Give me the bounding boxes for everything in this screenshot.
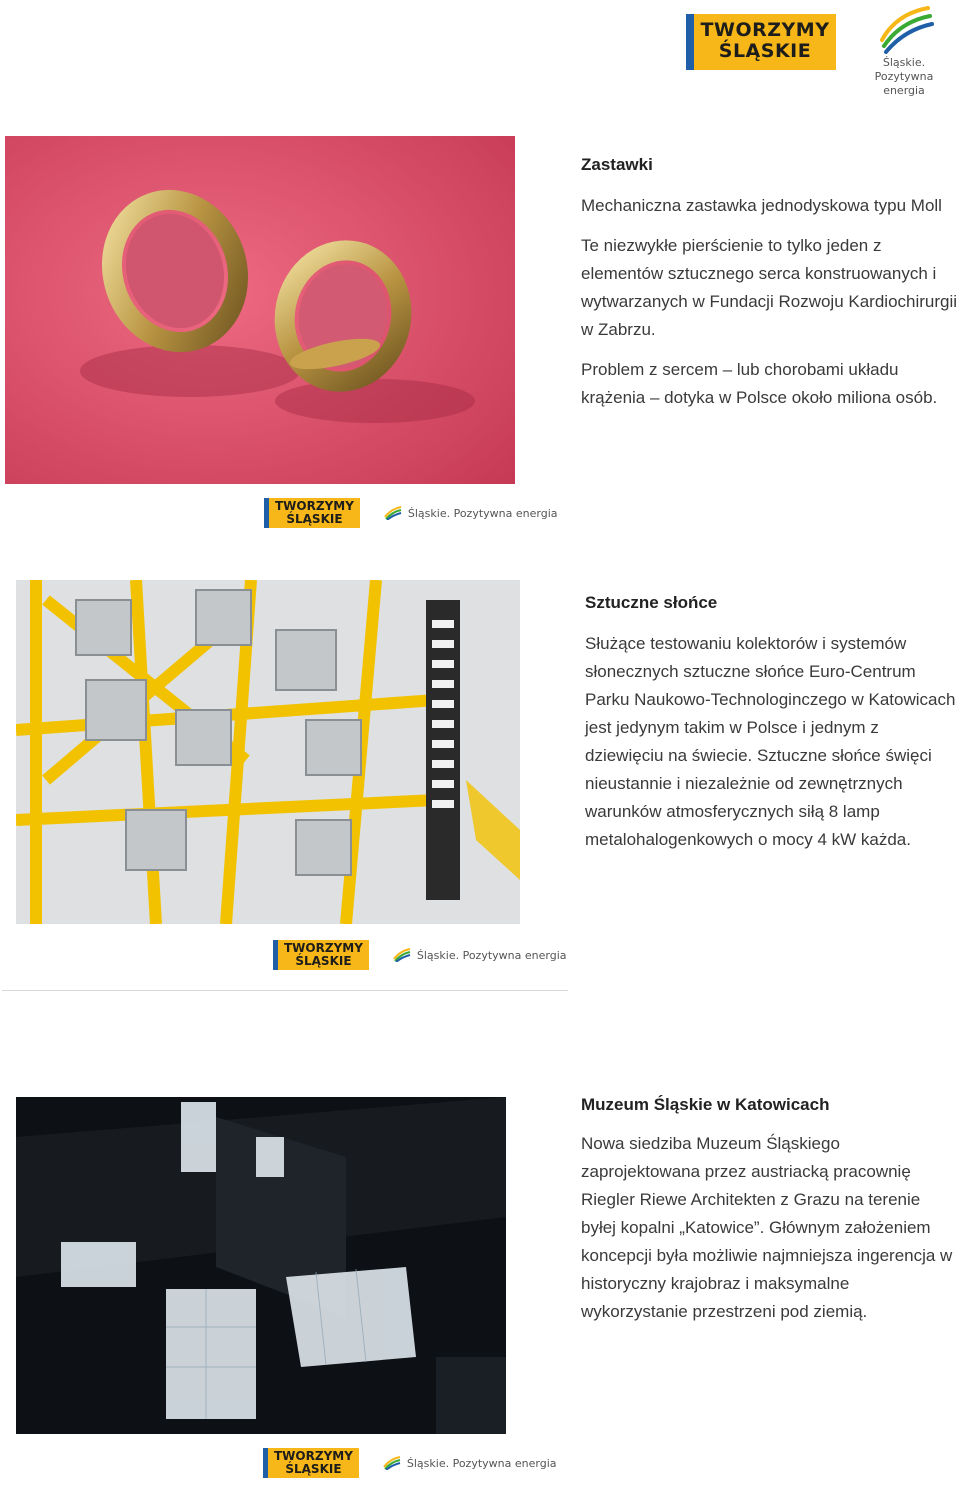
section-divider (2, 990, 568, 991)
footer-logos (263, 1448, 557, 1478)
logo-line-2: ŚLĄSKIE (718, 40, 812, 62)
article-title: Sztuczne słońce (585, 593, 718, 612)
slaskie-pozytywna-energia-logo (848, 4, 953, 97)
slaskie-swoosh-icon (383, 1456, 401, 1470)
footer-logos (264, 498, 558, 528)
silesian-museum-photo (16, 1097, 506, 1434)
logo-line-1: TWORZYMY (700, 19, 830, 41)
tworzymy-slaskie-logo-small: TWORZYMY ŚLĄSKIE (273, 940, 369, 970)
article-paragraph: Nowa siedziba Muzeum Śląskiego zaprojektowana przez austriacką pracownię Riegler Riewe Architekten z Grazu na terenie byłej kopalni „Katowice”. Głównym założeniem koncepcji była możliwie najmniejsza ingerencja w historyczny krajobraz i maksymalne wykorzystanie przestrzeni pod ziemią. (581, 1134, 953, 1321)
article-paragraph: Służące testowaniu kolektorów i systemów słonecznych sztuczne słońce Euro-Centrum Parku Naukowo-Technologinczego w Katowicach jest jedynym takim w Polsce i jednym z dziewięciu na świecie. Sztuczne słońce święci nieustannie i niezależnie od zewnętrznych warunków atmosferycznych siłą 8 lamp metalohalogenkowych o mocy 4 kW każda. (585, 634, 956, 849)
tworzymy-slaskie-logo-small: TWORZYMY ŚLĄSKIE (263, 1448, 359, 1478)
article-title: Muzeum Śląskie w Katowicach (581, 1095, 830, 1114)
article-title: Zastawki (581, 155, 653, 174)
article-paragraph: Mechaniczna zastawka jednodyskowa typu Moll (581, 196, 942, 215)
tworzymy-slaskie-logo (686, 14, 836, 70)
slaskie-logo-small: Śląskie. Pozytywna energia (393, 948, 567, 962)
slaskie-swoosh-icon (384, 506, 402, 520)
slaskie-line-2: Pozytywna energia (874, 70, 934, 97)
article-sztuczne-slonce (585, 590, 959, 854)
slaskie-logo-small: Śląskie. Pozytywna energia (384, 506, 558, 520)
article-muzeum-slaskie (581, 1092, 959, 1326)
slaskie-swoosh-icon (393, 948, 411, 962)
article-paragraph: Problem z sercem – lub chorobami układu krążenia – dotyka w Polsce około miliona osób. (581, 360, 938, 407)
footer-logos (273, 940, 567, 970)
tworzymy-slaskie-logo-small: TWORZYMY ŚLĄSKIE (264, 498, 360, 528)
slaskie-swoosh-icon (876, 4, 936, 54)
heart-valve-rings-photo (5, 136, 515, 484)
slaskie-line-1: Śląskie. (882, 56, 926, 69)
article-paragraph: Te niezwykłe pierścienie to tylko jeden z elementów sztucznego serca konstruowanych i wytwarzanych w Fundacji Rozwoju Kardiochirurgii w Zabrzu. (581, 236, 958, 339)
artificial-sun-photo (16, 580, 520, 924)
slaskie-logo-small: Śląskie. Pozytywna energia (383, 1456, 557, 1470)
article-zastawki (581, 152, 959, 412)
